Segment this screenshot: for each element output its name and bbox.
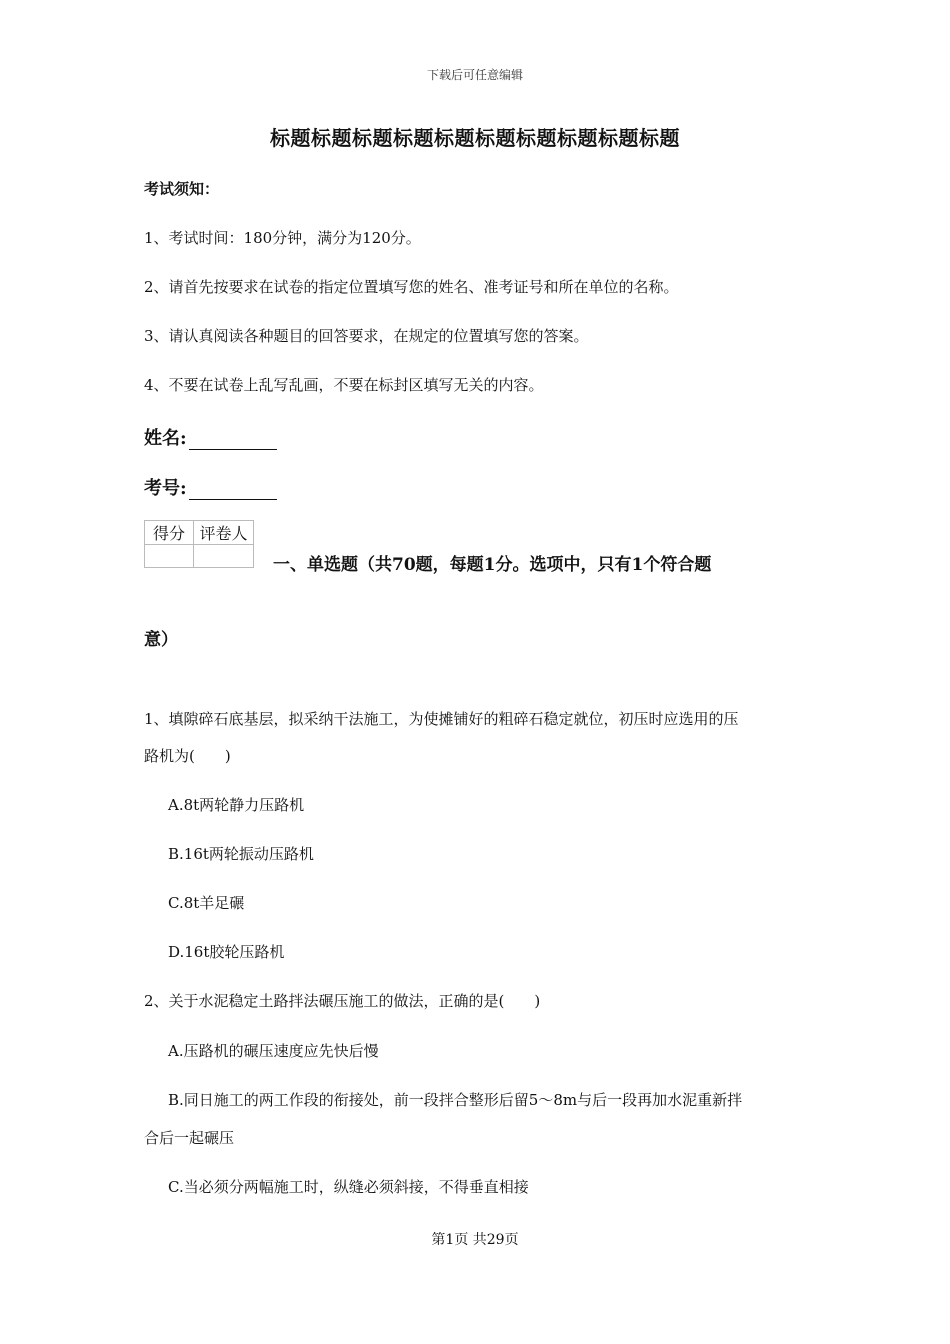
exam-number-blank[interactable] xyxy=(189,479,277,500)
exam-number-field xyxy=(144,474,277,500)
score-table xyxy=(144,520,254,568)
grader-header: 评卷人 xyxy=(194,521,254,545)
question-option: D.16t胶轮压路机 xyxy=(168,943,285,961)
name-label: 姓名: xyxy=(144,428,187,449)
question-option: B.16t两轮振动压路机 xyxy=(168,845,314,863)
score-cell[interactable] xyxy=(145,545,194,568)
notice-item: 4、不要在试卷上乱写乱画，不要在标封区填写无关的内容。 xyxy=(144,376,544,394)
grader-cell[interactable] xyxy=(194,545,254,568)
notice-item: 3、请认真阅读各种题目的回答要求，在规定的位置填写您的答案。 xyxy=(144,327,589,345)
notice-item: 2、请首先按要求在试卷的指定位置填写您的姓名、准考证号和所在单位的名称。 xyxy=(144,278,679,296)
name-blank[interactable] xyxy=(189,429,277,450)
name-field xyxy=(144,424,277,450)
question-option: A.压路机的碾压速度应先快后慢 xyxy=(168,1042,379,1060)
score-header: 得分 xyxy=(145,521,194,545)
page-footer: 第1页 共29页 xyxy=(431,1232,519,1248)
question-option-continued: 合后一起碾压 xyxy=(144,1129,235,1147)
question-text: 1、填隙碎石底基层，拟采纳干法施工，为使摊铺好的粗碎石稳定就位，初压时应选用的压 xyxy=(144,710,739,728)
question-option: B.同日施工的两工作段的衔接处，前一段拌合整形后留5～8m与后一段再加水泥重新拌 xyxy=(168,1091,743,1109)
notice-heading: 考试须知： xyxy=(144,180,220,198)
section-title-continued: 意） xyxy=(144,630,178,650)
question-text-continued: 路机为( ) xyxy=(144,747,231,765)
document-title: 标题标题标题标题标题标题标题标题标题标题 xyxy=(270,126,680,150)
section-title: 一、单选题（共70题，每题1分。选项中，只有1个符合题 xyxy=(273,555,712,575)
exam-number-label: 考号: xyxy=(144,478,187,499)
question-option: C.当必须分两幅施工时，纵缝必须斜接，不得垂直相接 xyxy=(168,1178,529,1196)
question-option: C.8t羊足碾 xyxy=(168,894,245,912)
header-note: 下载后可任意编辑 xyxy=(426,68,523,82)
notice-item: 1、考试时间：180分钟，满分为120分。 xyxy=(144,229,421,247)
question-text: 2、关于水泥稳定土路拌法碾压施工的做法，正确的是( ) xyxy=(144,992,541,1010)
question-option: A.8t两轮静力压路机 xyxy=(168,796,305,814)
